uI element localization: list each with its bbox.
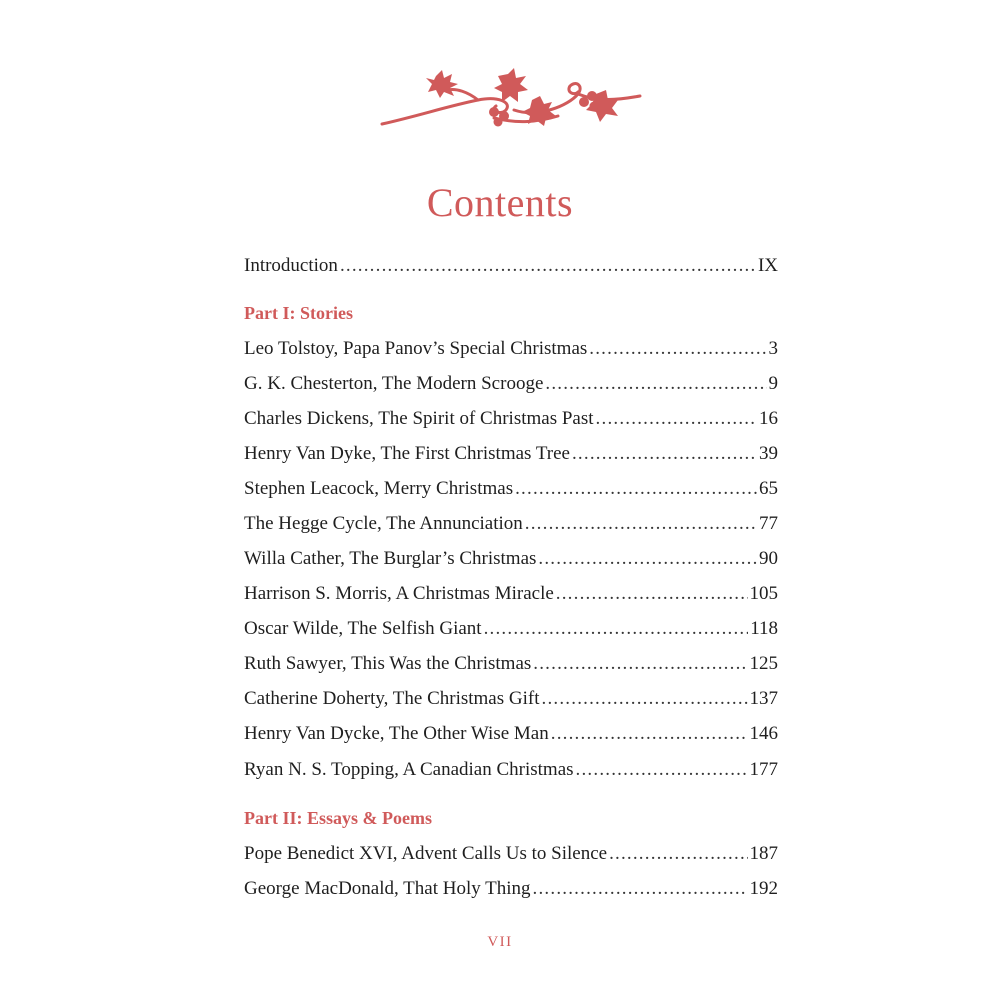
holly-flourish-icon xyxy=(378,66,644,132)
toc-entry-label: The Hegge Cycle, The Annunciation xyxy=(244,513,523,534)
toc-entry[interactable] xyxy=(244,477,778,501)
toc-entry-label: Pope Benedict XVI, Advent Calls Us to Silence xyxy=(244,843,608,864)
toc-entry[interactable] xyxy=(244,842,778,866)
toc-entry-page: 77 xyxy=(759,513,778,534)
toc-entry-label: Ryan N. S. Topping, A Canadian Christmas xyxy=(244,759,574,780)
toc-entry-page: 177 xyxy=(749,759,778,780)
page-title: Contents xyxy=(426,180,574,225)
toc-entry-page: 3 xyxy=(768,338,778,359)
dot-leader xyxy=(576,758,748,782)
toc-entry-label: Harrison S. Morris, A Christmas Miracle xyxy=(244,583,554,604)
section-heading-part-1: Part I: Stories xyxy=(244,303,353,323)
dot-leader xyxy=(542,687,748,711)
toc-entry-page: 146 xyxy=(749,723,778,744)
dot-leader xyxy=(525,512,757,536)
toc-entry[interactable] xyxy=(244,442,778,466)
toc-entry[interactable] xyxy=(244,877,778,901)
dot-leader xyxy=(515,477,757,501)
page-number: VII xyxy=(487,934,513,950)
toc-entry-label: G. K. Chesterton, The Modern Scrooge xyxy=(244,373,544,394)
toc-entry[interactable] xyxy=(244,512,778,536)
dot-leader xyxy=(533,652,747,676)
toc-entry-page: 90 xyxy=(759,548,778,569)
toc-entry-label: Introduction xyxy=(244,255,338,276)
toc-entry[interactable] xyxy=(244,582,778,606)
toc-entry-page: 9 xyxy=(768,373,778,394)
dot-leader xyxy=(596,407,757,431)
toc-entry-label: Catherine Doherty, The Christmas Gift xyxy=(244,688,540,709)
toc-entry[interactable] xyxy=(244,372,778,396)
toc-entry-page: 16 xyxy=(759,408,778,429)
dot-leader xyxy=(538,547,757,571)
toc-entry-page: 39 xyxy=(759,443,778,464)
toc-entry-page: 137 xyxy=(749,688,778,709)
toc-entry-page: 192 xyxy=(749,878,778,899)
toc-entry-label: Willa Cather, The Burglar’s Christmas xyxy=(244,548,537,569)
toc-entry-page: 187 xyxy=(749,843,778,864)
toc-entry-label: Oscar Wilde, The Selfish Giant xyxy=(244,618,482,639)
toc-entry-label: George MacDonald, That Holy Thing xyxy=(244,878,531,899)
toc-entry-label: Stephen Leacock, Merry Christmas xyxy=(244,478,514,499)
toc-entry[interactable] xyxy=(244,617,778,641)
dot-leader xyxy=(589,337,766,361)
toc-entry[interactable] xyxy=(244,337,778,361)
toc-entry[interactable] xyxy=(244,407,778,431)
toc-entry-page: 125 xyxy=(749,653,778,674)
toc-entry[interactable] xyxy=(244,722,778,746)
toc-entry-page: 105 xyxy=(749,583,778,604)
toc-entry-introduction[interactable] xyxy=(244,254,778,278)
dot-leader xyxy=(484,617,749,641)
toc-entry-label: Ruth Sawyer, This Was the Christmas xyxy=(244,653,532,674)
dot-leader xyxy=(551,722,748,746)
dot-leader xyxy=(545,372,766,396)
dot-leader xyxy=(572,442,757,466)
section-heading-part-2: Part II: Essays & Poems xyxy=(244,808,432,828)
toc-entry-page: 118 xyxy=(750,618,778,639)
toc-entry-label: Charles Dickens, The Spirit of Christmas Past xyxy=(244,408,594,429)
toc-entry-label: Henry Van Dycke, The Other Wise Man xyxy=(244,723,549,744)
toc-entry-label: Henry Van Dyke, The First Christmas Tree xyxy=(244,443,570,464)
dot-leader xyxy=(556,582,748,606)
toc-entry[interactable] xyxy=(244,547,778,571)
toc-entry-label: Leo Tolstoy, Papa Panov’s Special Christmas xyxy=(244,338,588,359)
dot-leader xyxy=(340,254,756,278)
toc-entry-page: IX xyxy=(757,255,778,276)
toc-entry[interactable] xyxy=(244,687,778,711)
toc-entry-page: 65 xyxy=(759,478,778,499)
dot-leader xyxy=(533,877,748,901)
toc-entry[interactable] xyxy=(244,758,778,782)
toc-entry[interactable] xyxy=(244,652,778,676)
dot-leader xyxy=(609,842,747,866)
